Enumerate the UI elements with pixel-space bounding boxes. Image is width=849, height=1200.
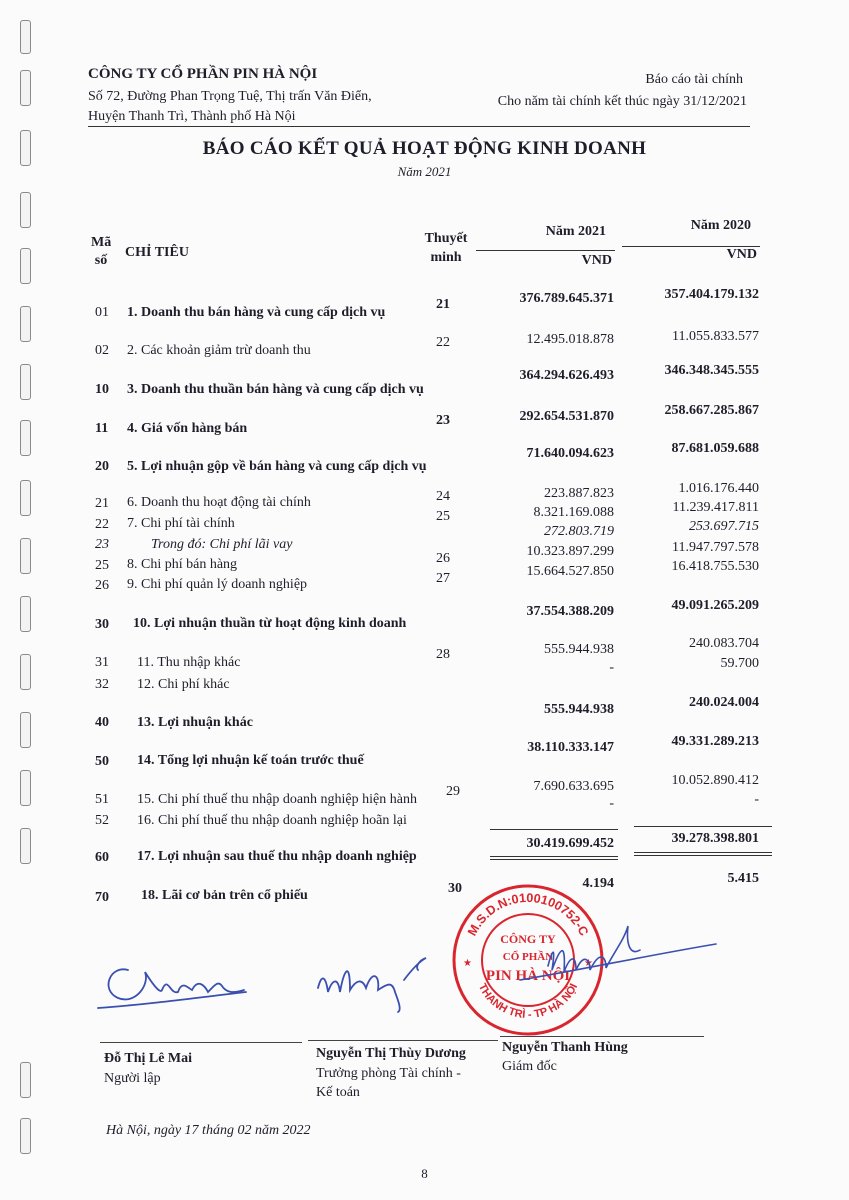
row-value-2020: 87.681.059.688 (671, 441, 759, 456)
row-value-2021: 8.321.169.088 (533, 505, 614, 520)
row-code: 22 (95, 517, 109, 532)
row-code: 30 (95, 617, 109, 632)
row-note: 22 (436, 335, 450, 350)
col-header-note (420, 229, 472, 267)
binder-hole (20, 20, 31, 54)
row-value-2020: 357.404.179.132 (664, 287, 759, 302)
col-header-item: CHỈ TIÊU (125, 245, 189, 260)
row-value-2020: - (754, 792, 759, 807)
row-label: 17. Lợi nhuận sau thuế thu nhập doanh nghiệp (137, 849, 417, 864)
total-line-2021 (490, 829, 618, 830)
row-value-2020: 59.700 (720, 656, 759, 671)
binder-hole (20, 1062, 31, 1098)
row-value-2020: 49.091.265.209 (671, 598, 759, 613)
row-value-2021: 272.803.719 (544, 524, 614, 539)
col-header-code-line2: số (94, 253, 108, 268)
double-underline-2020 (634, 855, 772, 856)
row-label: 11. Thu nhập khác (137, 655, 241, 670)
row-value-2021: 10.323.897.299 (526, 544, 614, 559)
row-value-2020: 253.697.715 (689, 519, 759, 534)
row-code: 20 (95, 459, 109, 474)
row-note: 27 (436, 571, 450, 586)
company-name: CÔNG TY CỔ PHẦN PIN HÀ NỘI (88, 66, 318, 82)
binder-hole (20, 770, 31, 806)
row-value-2021: 7.690.633.695 (533, 779, 614, 794)
binder-hole (20, 828, 31, 864)
row-value-2021: 38.110.333.147 (527, 740, 614, 755)
row-label: 9. Chi phí quản lý doanh nghiệp (127, 577, 308, 592)
row-note: 30 (448, 881, 462, 896)
stamp-star-icon: ★ (584, 958, 593, 969)
binder-hole (20, 70, 31, 106)
stamp-line3: PIN HÀ NỘI (485, 968, 571, 984)
col-header-code-line1: Mã (91, 235, 112, 250)
row-code: 52 (95, 813, 109, 828)
stamp-line2: CỔ PHẦN (502, 951, 554, 963)
binder-hole (20, 538, 31, 574)
row-value-2020: 240.083.704 (689, 636, 759, 651)
col-header-note-line1: Thuyết (424, 231, 468, 246)
signer-role-director: Giám đốc (502, 1059, 557, 1074)
company-address-line1: Số 72, Đường Phan Trọng Tuệ, Thị trấn Văn Điển, (88, 89, 372, 104)
row-value-2021: 376.789.645.371 (519, 291, 614, 306)
binder-hole (20, 306, 31, 342)
page-number: 8 (421, 1166, 428, 1181)
row-code: 01 (95, 305, 109, 320)
signer-role-preparer: Người lập (104, 1071, 161, 1086)
row-code: 11 (95, 421, 109, 436)
stamp-star-icon: ★ (463, 958, 472, 969)
binder-hole (20, 1118, 31, 1154)
row-note: 26 (436, 551, 450, 566)
binder-hole (20, 420, 31, 456)
row-note: 24 (436, 489, 450, 504)
row-value-2021: 292.654.531.870 (519, 409, 614, 424)
double-underline-2021 (490, 859, 618, 860)
row-label: 5. Lợi nhuận gộp về bán hàng và cung cấp dịch vụ (127, 459, 427, 474)
double-underline-2020 (634, 852, 772, 853)
row-label: 8. Chi phí bán hàng (127, 557, 238, 572)
stamp-ring-text: M.S.D.N:0100100752-C (464, 890, 592, 939)
row-label: 14. Tổng lợi nhuận kế toán trước thuế (137, 753, 364, 768)
row-code: 21 (95, 496, 109, 511)
row-value-2020: 240.024.004 (689, 695, 759, 710)
col-header-2020: Năm 2020 (690, 218, 751, 233)
row-value-2021: 12.495.018.878 (526, 332, 614, 347)
row-value-2021: - (609, 660, 614, 675)
unit-2021: VND (581, 253, 612, 268)
row-value-2020: 49.331.289.213 (671, 734, 759, 749)
company-address-line2: Huyện Thanh Trì, Thành phố Hà Nội (88, 109, 296, 124)
row-note: 21 (436, 297, 450, 312)
row-code: 10 (95, 382, 109, 397)
row-value-2020: 10.052.890.412 (671, 773, 759, 788)
row-code: 02 (95, 343, 109, 358)
row-note: 25 (436, 509, 450, 524)
signing-date: Hà Nội, ngày 17 tháng 02 năm 2022 (106, 1123, 311, 1138)
row-value-2020: 258.667.285.867 (664, 403, 759, 418)
row-code: 23 (95, 537, 109, 552)
signature-chief-accountant (318, 958, 426, 1012)
report-year: Năm 2021 (397, 164, 452, 179)
row-code: 40 (95, 715, 109, 730)
row-value-2020: 11.239.417.811 (672, 500, 759, 515)
row-note: 23 (436, 413, 450, 428)
signer-role-chief-accountant-2: Kế toán (316, 1085, 360, 1100)
header-divider (88, 126, 750, 127)
row-value-2021: 4.194 (582, 876, 614, 891)
row-code: 50 (95, 754, 109, 769)
row-note: 28 (436, 647, 450, 662)
row-label: 2. Các khoản giảm trừ doanh thu (127, 343, 311, 358)
row-label: 15. Chi phí thuế thu nhập doanh nghiệp hiện hành (137, 792, 417, 807)
row-value-2021: 15.664.527.850 (526, 564, 614, 579)
binder-hole (20, 712, 31, 748)
row-label: 4. Giá vốn hàng bán (127, 421, 248, 436)
row-label: 3. Doanh thu thuần bán hàng và cung cấp dịch vụ (127, 382, 424, 397)
signer-name-director: Nguyễn Thanh Hùng (502, 1040, 628, 1055)
row-value-2021: - (609, 796, 614, 811)
row-value-2020: 11.947.797.578 (672, 540, 759, 555)
signer-role-chief-accountant: Trưởng phòng Tài chính - (316, 1066, 461, 1081)
row-value-2020: 11.055.833.577 (672, 329, 759, 344)
col-header-2021: Năm 2021 (545, 224, 606, 239)
page-title: BÁO CÁO KẾT QUẢ HOẠT ĐỘNG KINH DOANH (202, 138, 647, 159)
row-code: 26 (95, 578, 109, 593)
row-value-2020: 1.016.176.440 (678, 481, 759, 496)
row-note: 29 (446, 784, 460, 799)
row-value-2021: 555.944.938 (544, 642, 614, 657)
row-value-2021: 30.419.699.452 (526, 836, 614, 851)
binder-hole (20, 596, 31, 632)
signature-director (520, 926, 716, 980)
row-label: 6. Doanh thu hoạt động tài chính (127, 495, 311, 510)
col-header-note-line2: minh (430, 250, 462, 265)
signer-name-chief-accountant: Nguyễn Thị Thùy Dương (316, 1046, 466, 1061)
row-code: 51 (95, 792, 109, 807)
row-code: 25 (95, 558, 109, 573)
row-label: Trong đó: Chi phí lãi vay (151, 537, 293, 552)
double-underline-2021 (490, 856, 618, 857)
total-line-2020 (634, 826, 772, 827)
report-type: Báo cáo tài chính (645, 72, 743, 87)
row-label: 12. Chi phí khác (137, 677, 230, 692)
row-value-2021: 364.294.626.493 (519, 368, 614, 383)
stamp-ring-bottom: THANH TRÌ - TP HÀ NỘI (475, 981, 581, 1022)
signature-scribbles (0, 900, 849, 1040)
row-label: 10. Lợi nhuận thuần từ hoạt động kinh doanh (133, 616, 407, 631)
signature-line (500, 1036, 704, 1037)
signature-preparer (98, 969, 246, 1008)
signature-line (308, 1040, 498, 1041)
binder-hole (20, 654, 31, 690)
row-label: 16. Chi phí thuế thu nhập doanh nghiệp hoãn lại (137, 813, 407, 828)
row-label: 18. Lãi cơ bản trên cổ phiếu (141, 888, 308, 903)
row-value-2021: 555.944.938 (544, 702, 614, 717)
binder-hole (20, 248, 31, 284)
unit-2020: VND (726, 247, 757, 262)
row-code: 32 (95, 677, 109, 692)
row-value-2021: 223.887.823 (544, 486, 614, 501)
binder-hole (20, 192, 31, 228)
stamp-line1: CÔNG TY (500, 932, 556, 946)
row-value-2020: 16.418.755.530 (671, 559, 759, 574)
col-header-code (91, 234, 111, 270)
signer-name-preparer: Đỗ Thị Lê Mai (104, 1051, 193, 1066)
binder-hole (20, 364, 31, 400)
row-value-2021: 37.554.388.209 (526, 604, 614, 619)
row-value-2020: 346.348.345.555 (664, 363, 759, 378)
signature-line (100, 1042, 302, 1043)
row-code: 70 (95, 890, 109, 905)
row-label: 7. Chi phí tài chính (127, 516, 235, 531)
row-value-2020: 5.415 (727, 871, 759, 886)
binder-hole (20, 480, 31, 516)
row-value-2020: 39.278.398.801 (671, 831, 759, 846)
row-code: 31 (95, 655, 109, 670)
row-code: 60 (95, 850, 109, 865)
header-underline (476, 250, 615, 251)
row-label: 1. Doanh thu bán hàng và cung cấp dịch vụ (127, 305, 386, 320)
report-period: Cho năm tài chính kết thúc ngày 31/12/2021 (497, 94, 747, 109)
row-label: 13. Lợi nhuận khác (137, 715, 253, 730)
row-value-2021: 71.640.094.623 (526, 446, 614, 461)
